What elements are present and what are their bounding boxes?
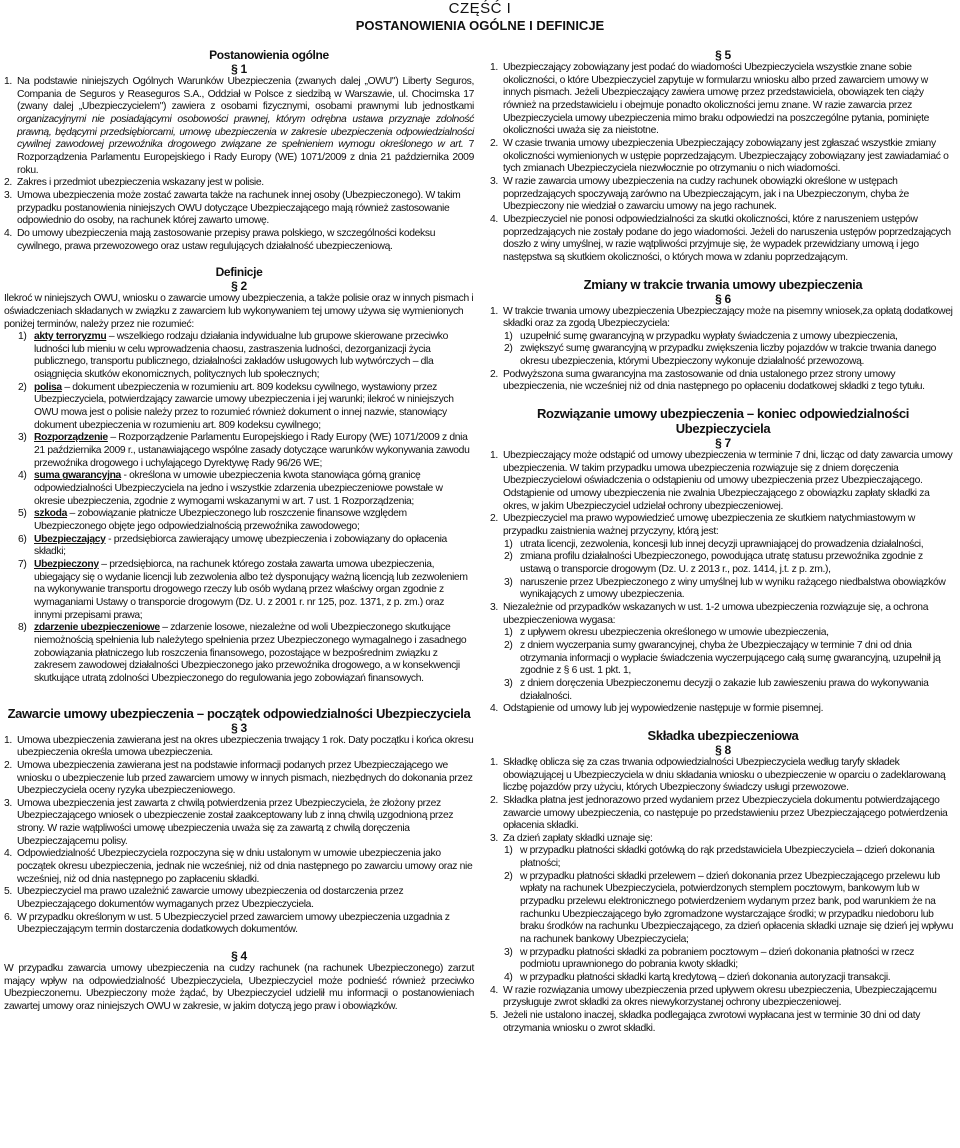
- section-1: § 1: [231, 62, 247, 76]
- clause-7-2: 2. Ubezpieczyciel ma prawo wypowiedzieć umowę ubezpieczenia ze skutkiem natychmiastowym w przypadku zaistnienia ważnej przyczyny, którą jest:: [490, 513, 915, 538]
- clause-3-1: 1. Umowa ubezpieczenia zawierana jest na okres ubezpieczenia trwający 1 rok. Daty początku i końca okresu ubezpieczenia określa umowa ubezpieczenia.: [4, 734, 474, 759]
- heading-postanowienia: Postanowienia ogólne: [209, 48, 329, 62]
- section-6: § 6: [715, 291, 731, 306]
- definition-2: 2) polisa – dokument ubezpieczenia w rozumieniu art. 809 kodeksu cywilnego, wystawiony przez Ubezpieczyciela, potwierdzający zawarcie umowy ubezpieczenia i jej warunki; ilekroć w niniejszych OWU mowa jest o polisie należy przez to rozumieć również dokument o innej nazwie, stanowiący dokument ubezpieczenia w rozumieniu art. 809 kodeksu cywilnego;: [18, 381, 454, 431]
- heading-rozwiazanie: Rozwiązanie umowy ubezpieczenia – koniec odpowiedzialności Ubezpieczyciela: [537, 406, 909, 437]
- clause-7-3: 3. Niezależnie od przypadków wskazanych w ust. 1-2 umowa ubezpieczenia rozwiązuje się, a ochrona ubezpieczeniowa wygasa:: [490, 601, 929, 626]
- clause-7-3-1: 1) z upływem okresu ubezpieczenia określonego w umowie ubezpieczenia,: [504, 627, 829, 639]
- left-column: [4, 48, 474, 1014]
- definition-6: 6) Ubezpieczający - przedsiębiorca zawierający umowę ubezpieczenia i zobowiązany do opłacenia składki;: [18, 533, 447, 558]
- clause-1-4: 4. Do umowy ubezpieczenia mają zastosowanie przepisy prawa polskiego, w szczególności kodeksu cywilnego, prawa przewozowego oraz ustaw regulujących działalność ubezpieczeniową.: [4, 227, 436, 252]
- clause-8-3-2: 2) w przypadku płatności składki przelewem – dzień dokonania przez Ubezpieczającego przelewu lub wpłaty na rachunek Ubezpieczyciela, potwierdzonych stemplem pocztowym, bankowym lub w przypadku przelewu elektronicznego potwierdzeniem wydanym przez bank, pod warunkiem że na rachunku Ubezpieczającego było zgromadzone wystarczające środki; w przypadku niedoboru lub braku środków na rachunku Ubezpieczającego, za dzień opłacenia składki uznaje się dzień jej wpływu na rachunek bankowy Ubezpieczyciela;: [504, 870, 954, 946]
- definition-5: 5) szkoda – zobowiązanie płatnicze Ubezpieczonego lub roszczenie finansowe względem Ubezpieczonego objęte jego odpowiedzialnością przewoźnika zawodowego;: [18, 508, 407, 532]
- clause-5-3: 3. W razie zawarcia umowy ubezpieczenia na cudzy rachunek obowiązki określone w ustępach poprzedzających spoczywają zarówno na Ubezpieczającym, jak i na Ubezpieczonym, chyba że Ubezpieczony nie wiedział o zawarciu umowy na jego rachunek.: [490, 175, 909, 213]
- clause-8-3-3: 3) w przypadku płatności składki za pobraniem pocztowym – dzień dokonania płatności w rzecz podmiotu uprawnionego do pobrania kwoty składki;: [504, 946, 915, 971]
- clause-1-1: 1. Na podstawie niniejszych Ogólnych Warunków Ubezpieczenia (zwanych dalej „OWU") Liberty Seguros, Compania de Seguros y Reaseguros S.A., Oddział w Polsce z siedzibą w Warszawie, ul. Chocimska 17 (zwany dalej „Ubezpieczycielem") zawiera z osobami fizycznymi, osobami prawnymi lub jednostkami organizacyjnymi nie posiadającymi osobowości prawnej, którym odrębna ustawa przyznaje zdolność prawną, będącymi przedsiębiorcami, umowę ubezpieczenia w zakresie ubezpieczenia odpowiedzialności cywilnej zawodowej przewoźnika drogowego związane ze spełnieniem wymogu określonego w art. 7 Rozporządzenia Parlamentu Europejskiego i Rady Europy (WE) 1071/2009 z dnia 21 października 2009 roku.: [4, 76, 474, 176]
- clause-8-5: 5. Jeżeli nie ustalono inaczej, składka podlegająca zwrotowi wypłacana jest w terminie 30 dni od daty otrzymania wniosku o zwrot składki.: [490, 1010, 921, 1034]
- clause-5-2: 2. W czasie trwania umowy ubezpieczenia Ubezpieczający zobowiązany jest zgłaszać wszystkie zmiany okoliczności wymienionych w ustępie poprzedzającym. Ubezpieczający zobowiązany jest zawiadamiać o tych zmianach Ubezpieczyciela niezwłocznie po otrzymaniu o nich wiadomości.: [490, 137, 949, 175]
- definition-3: 3) Rozporządzenie – Rozporządzenie Parlamentu Europejskiego i Rady Europy (WE) 1071/2009 z dnia 21 października 2009 r., ustanawiającego wspólne zasady dotyczące warunków wykonywania zawodu przewoźnika drogowego i uchylającego Dyrektywę Rady 96/26 WE;: [18, 432, 470, 469]
- heading-definicje: Definicje: [215, 265, 263, 280]
- clause-6-2: 2. Podwyższona suma gwarancyjna ma zastosowanie od dnia ustalonego przez strony umowy ubezpieczenia, nie wcześniej niż od dnia następnego po opłaceniu dodatkowej składki z tego tytułu.: [490, 368, 925, 393]
- clause-8-2: 2. Składka płatna jest jednorazowo przed wydaniem przez Ubezpieczyciela dokumentu potwierdzającego zawarcie umowy ubezpieczenia, co następuje po przedstawieniu przez Ubezpieczającego potwierdzenia opłacenia składki.: [490, 794, 948, 832]
- clause-5-1: 1. Ubezpieczający zobowiązany jest podać do wiadomości Ubezpieczyciela wszystkie znane sobie okoliczności, o które Ubezpieczyciel zapytuje w formularzu wniosku albo przed zawarciem umowy w innych pismach. Jeżeli Ubezpieczający zawiera umowę przez przedstawiciela, obowiązek ten ciąży również na przedstawicielu i obejmuje ponadto okoliczności jemu znane. W razie zawarcia przez Ubezpieczyciela umowy ubezpieczenia mimo braku odpowiedzi na poszczególne pytania, pominięte okoliczności uważa się za nieistotne.: [490, 62, 930, 137]
- right-column: [490, 48, 956, 1035]
- clause-5-4: 4. Ubezpieczyciel nie ponosi odpowiedzialności za skutki okoliczności, które z naruszeniem ustępów poprzedzających nie zostały podane do jego wiadomości. Jeżeli do naruszenia ustępów poprzedzających doszło z winy umyślnej, w razie wątpliwości przyjmuje się, że wypadek przewidziany umową i jego następstwa są skutkiem okoliczności, o których mowa w zdaniu poprzedzającym.: [490, 213, 951, 263]
- clause-1-3: 3. Umowa ubezpieczenia może zostać zawarta także na rachunek innej osoby (Ubezpieczonego). W takim przypadku postanowienia niniejszych OWU dotyczące Ubezpieczającego mają również zastosowanie odpowiednio do osoby, na rachunek której zawarto umowę.: [4, 189, 461, 227]
- section-5: § 5: [715, 48, 731, 62]
- section-4: § 4: [231, 949, 247, 964]
- section-2: § 2: [231, 279, 247, 294]
- definition-7: 7) Ubezpieczony – przedsiębiorca, na rachunek którego została zawarta umowa ubezpieczenia, ubiegający się o wydanie licencji lub zezwolenia albo też dysponujący ważną licencją lub zezwoleniem na wykonywanie transportu drogowego rzeczy lub osób wydaną przez właściwy organ zgodnie z wymaganiami Ustawy o transporcie drogowym (Dz. U. z 2001 r. nr 125, poz. 1371, z p. zm.) oraz innymi przepisami prawa;: [18, 558, 468, 621]
- clause-3-2: 2. Umowa ubezpieczenia zawierana jest na podstawie informacji podanych przez Ubezpieczającego we wniosku o ubezpieczenie lub przed zawarciem umowy w innych pismach, niezbędnych do dokonania przez Ubezpieczyciela oceny ryzyka ubezpieczeniowego.: [4, 759, 473, 797]
- clause-7-1: 1. Ubezpieczający może odstąpić od umowy ubezpieczenia w terminie 7 dni, licząc od daty zawarcia umowy ubezpieczenia. W takim przypadku umowa ubezpieczenia rozwiązuje się z dniem doręczenia Ubezpieczycielowi oświadczenia o odstąpieniu od umowy ubezpieczenia przez Ubezpieczającego. Odstąpienie od umowy ubezpieczenia nie zwalnia Ubezpieczającego z obowiązku zapłaty składki za okres, w jakim Ubezpieczyciel udzielał ochrony ubezpieczeniowej.: [490, 450, 953, 512]
- clause-3-6: 6. W przypadku określonym w ust. 5 Ubezpieczyciel przed zawarciem umowy ubezpieczenia uzgadnia z Ubezpieczającym termin dostarczenia dodatkowych dokumentów.: [4, 911, 450, 936]
- clause-3-5: 5. Ubezpieczyciel ma prawo uzależnić zawarcie umowy ubezpieczenia od dostarczenia przez Ubezpieczającego dokumentów wymaganych przez Ubezpieczyciela.: [4, 886, 404, 911]
- clause-7-2-1: 1) utrata licencji, zezwolenia, koncesji lub innej decyzji uprawniającej do prowadzenia działalności,: [504, 538, 924, 550]
- part-heading: CZĘŚĆ I: [448, 0, 512, 17]
- section-8: § 8: [715, 742, 731, 757]
- document-title: POSTANOWIENIA OGÓLNE I DEFINICJE: [355, 18, 605, 33]
- clause-3-3: 3. Umowa ubezpieczenia jest zawarta z chwilą potwierdzenia przez Ubezpieczyciela, że złożony przez Ubezpieczającego wniosek o ubezpieczenie został zaakceptowany lub z inną chwilą uzgodnioną przez strony. W razie wątpliwości umowę ubezpieczenia uważa się za zawartą z chwilą doręczenia Ubezpieczającemu polisy.: [4, 797, 454, 847]
- clause-8-3-4: 4) w przypadku płatności składki kartą kredytową – dzień dokonania autoryzacji transakcji.: [504, 972, 891, 984]
- clause-3-4: 4. Odpowiedzialność Ubezpieczyciela rozpoczyna się w dniu ustalonym w umowie ubezpieczenia jako początek okresu ubezpieczenia, jednak nie wcześniej, niż od dnia następnego po zawarciu umowy oraz nie wcześniej, niż od dnia następnego po zapłaceniu składki.: [4, 848, 473, 885]
- heading-skladka: Składka ubezpieczeniowa: [647, 727, 799, 743]
- clause-8-1: 1. Składkę oblicza się za czas trwania odpowiedzialności Ubezpieczyciela według taryfy składek obowiązującej u Ubezpieczyciela w dniu składania wniosku o ubezpieczenie w oparciu o zadeklarowaną liczbę pojazdów przy użyciu, których Ubezpieczony świadczy usługi przewozowe.: [490, 756, 946, 794]
- clause-7-3-3: 3) z dniem doręczenia Ubezpieczonemu decyzji o zakazie lub zawieszeniu prawa do wykonywania działalności.: [504, 677, 929, 702]
- heading-zmiany: Zmiany w trakcie trwania umowy ubezpieczenia: [583, 276, 863, 292]
- clause-8-3-1: 1) w przypadku płatności składki gotówką do rąk przedstawiciela Ubezpieczyciela – dzień dokonania płatności;: [504, 845, 935, 870]
- heading-zawarcie: Zawarcie umowy ubezpieczenia – początek odpowiedzialności Ubezpieczyciela: [7, 705, 471, 721]
- clause-8-3: 3. Za dzień zapłaty składki uznaje się:: [490, 832, 653, 844]
- definition-4: 4) suma gwarancyjna - określona w umowie ubezpieczenia kwota stanowiąca górną granicę odpowiedzialności Ubezpieczyciela na jedno i wszystkie zdarzenia ubezpieczeniowe powstałe w okresie ubezpieczenia, zgodnie z wymogami wskazanymi w art. 7 ust. 1 Rozporządzenia;: [18, 470, 443, 507]
- clause-4: W przypadku zawarcia umowy ubezpieczenia na cudzy rachunek (na rachunek Ubezpieczonego) zarzut mający wpływ na odpowiedzialność Ubezpieczyciela, Ubezpieczyciel może podnieść również przeciwko Ubezpieczonemu. Ubezpieczony może żądać, by Ubezpieczyciel udzielił mu informacji o postanowieniach zawartej umowy oraz niniejszych OWU w zakresie, w jakim dotyczą jego praw i obowiązków.: [4, 963, 474, 1012]
- clause-7-2-2: 2) zmiana profilu działalności Ubezpieczonego, powodująca utratę statusu przewoźnika zgodnie z ustawą o transporcie drogowym (Dz. U. z 2013 r., poz. 1414, j.t. z p. zm.),: [504, 551, 923, 575]
- clause-7-4: 4. Odstąpienie od umowy lub jej wypowiedzenie następuje w formie pisemnej.: [490, 703, 824, 715]
- clause-7-3-2: 2) z dniem wyczerpania sumy gwarancyjnej, chyba że Ubezpieczający w terminie 7 dni od dnia otrzymania informacji o wypłacie świadczenia wyczerpującego całą sumę gwarancyjną, uzupełnił ją zgodnie z § 6 ust. 1 pkt. 1,: [504, 639, 941, 677]
- clause-6-1-1: 1) uzupełnić sumę gwarancyjną w przypadku wypłaty świadczenia z umowy ubezpieczenia,: [504, 330, 898, 342]
- clause-7-2-3: 3) naruszenie przez Ubezpieczonego z winy umyślnej lub w wyniku rażącego niedbalstwa obowiązków wynikających z umowy ubezpieczenia.: [504, 576, 946, 601]
- section-7: § 7: [715, 436, 731, 451]
- definition-8: 8) zdarzenie ubezpieczeniowe – zdarzenie losowe, niezależne od woli Ubezpieczonego skutkujące niemożnością spełnienia lub należytego spełnienia przez Ubezpieczonego wymagalnego i zasadnego zobowiązania płatniczego lub roszczenia finansowego, pozostające w bezpośrednim związku z zakresem zawodowej działalności Ubezpieczonego jako przewoźnika drogowego, a w konsekwencji skutkujące utratą zdolności Ubezpieczonego do regulowania jego zobowiązań finansowych.: [18, 622, 467, 684]
- definition-1: 1) akty terroryzmu – wszelkiego rodzaju działania indywidualne lub grupowe skierowane przeciwko ludności lub mieniu w celu wprowadzenia chaosu, zastraszenia ludności, dezorganizacji życia publicznego, transportu publicznego, działalności zakładów usługowych lub wytwórczych – dla osiągnięcia skutków ekonomicznych, politycznych lub społecznych;: [18, 331, 448, 381]
- clause-6-1-2: 2) zwiększyć sumę gwarancyjną w przypadku zwiększenia liczby pojazdów w trakcie trwania danego okresu ubezpieczenia, którymi Ubezpieczony wykonuje działalność przewozową.: [504, 343, 937, 368]
- definitions-intro: Ilekroć w niniejszych OWU, wniosku o zawarcie umowy ubezpieczenia, a także polisie oraz w innych pismach i oświadczeniach składanych w związku z zawarciem lub wykonywaniem tej umowy używa się wymienionych poniżej terminów, należy przez nie rozumieć:: [4, 293, 474, 330]
- clause-1-2: 2. Zakres i przedmiot ubezpieczenia wskazany jest w polisie.: [4, 177, 264, 189]
- section-3: § 3: [231, 720, 247, 735]
- clause-8-4: 4. W razie rozwiązania umowy ubezpieczenia przed upływem okresu ubezpieczenia, Ubezpieczającemu przysługuje zwrot składki za okres niewykorzystanej ochrony ubezpieczeniowej.: [490, 984, 937, 1009]
- clause-6-1: 1. W trakcie trwania umowy ubezpieczenia Ubezpieczający może na pisemny wniosek,za opłatą dodatkowej składki oraz za zgodą Ubezpieczyciela:: [490, 305, 953, 330]
